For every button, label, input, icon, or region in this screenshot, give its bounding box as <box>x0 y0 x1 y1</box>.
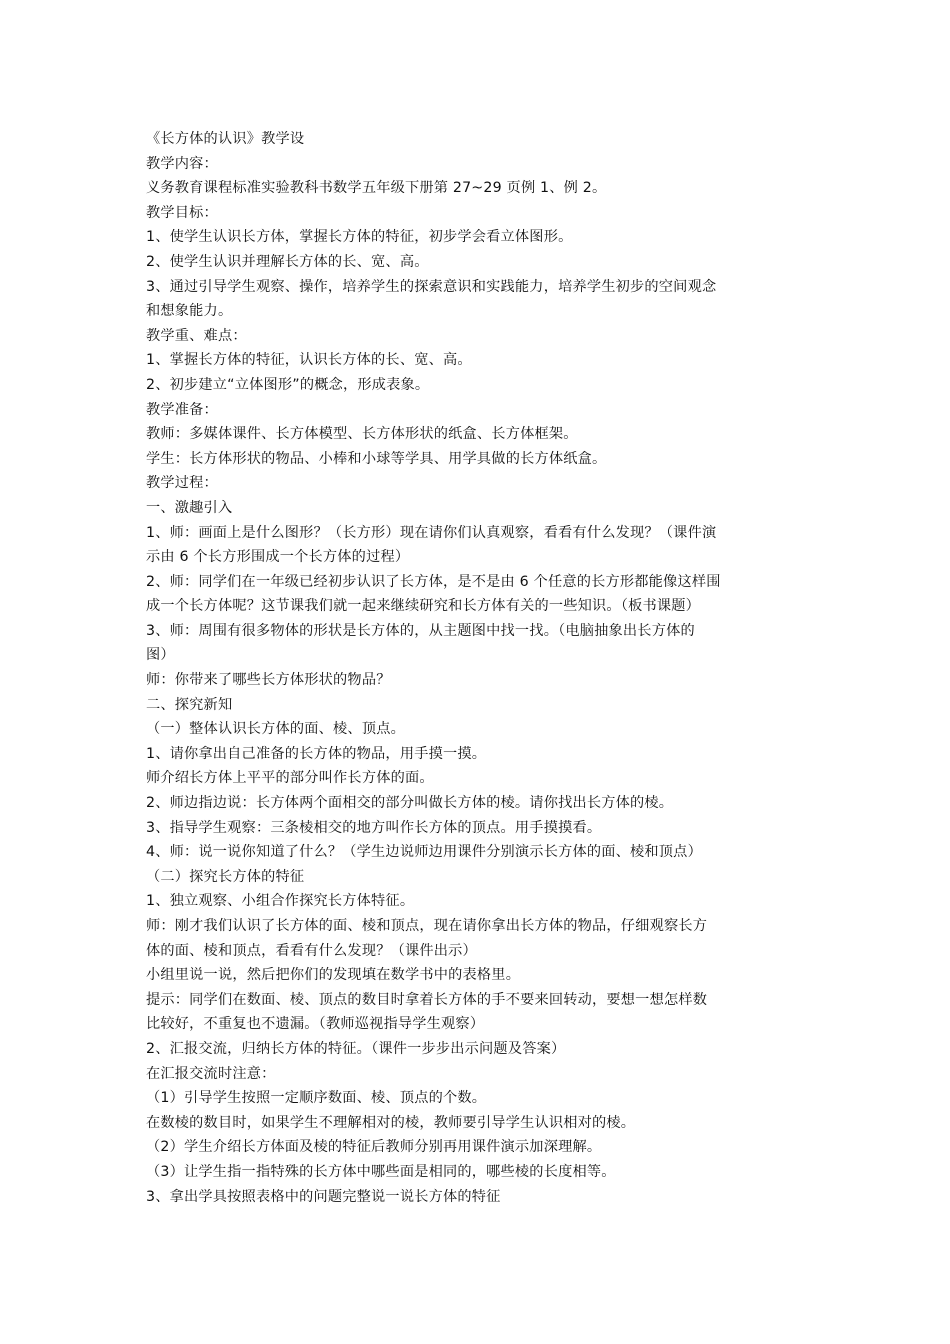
text-line: （一）整体认识长方体的面、棱、顶点。 <box>146 721 405 738</box>
text-line: （1）引导学生按照一定顺序数面、棱、顶点的个数。 <box>146 1090 487 1107</box>
text-line: 图） <box>146 647 175 664</box>
text-line: 示由 6 个长方形围成一个长方体的过程） <box>146 549 410 566</box>
text-line: （3）让学生指一指特殊的长方体中哪些面是相同的，哪些棱的长度相等。 <box>146 1163 616 1180</box>
section-heading-goals: 教学目标： <box>146 204 218 221</box>
text-line: 教师：多媒体课件、长方体模型、长方体形状的纸盒、长方体框架。 <box>146 426 578 443</box>
text-line: 3、指导学生观察：三条棱相交的地方叫作长方体的顶点。用手摸摸看。 <box>146 819 602 836</box>
text-line: 在数棱的数目时，如果学生不理解相对的棱，教师要引导学生认识相对的棱。 <box>146 1114 636 1131</box>
text-line: 3、通过引导学生观察、操作，培养学生的探索意识和实践能力，培养学生初步的空间观念 <box>146 278 717 295</box>
text-line: （二）探究长方体的特征 <box>146 868 305 885</box>
section-heading-content: 教学内容： <box>146 155 218 172</box>
section-heading-key-points: 教学重、难点： <box>146 327 247 344</box>
text-line: 学生：长方体形状的物品、小棒和小球等学具、用学具做的长方体纸盒。 <box>146 450 607 467</box>
text-line: 提示：同学们在数面、棱、顶点的数目时拿着长方体的手不要来回转动，要想一想怎样数 <box>146 991 708 1008</box>
text-line: 体的面、棱和顶点，看看有什么发现？（课件出示） <box>146 942 477 959</box>
subsection-heading: 二、探究新知 <box>146 696 233 713</box>
text-line: 义务教育课程标准实验教科书数学五年级下册第 27~29 页例 1、例 2。 <box>146 180 607 197</box>
section-heading-process: 教学过程： <box>146 475 218 492</box>
document-title: 《长方体的认识》教学设 <box>146 131 305 147</box>
text-line: 师介绍长方体上平平的部分叫作长方体的面。 <box>146 770 434 787</box>
text-line: 2、初步建立“立体图形”的概念，形成表象。 <box>146 376 430 393</box>
text-line: 1、使学生认识长方体，掌握长方体的特征，初步学会看立体图形。 <box>146 229 573 246</box>
text-line: 在汇报交流时注意： <box>146 1065 276 1082</box>
section-heading-preparation: 教学准备： <box>146 401 218 418</box>
text-line: 2、使学生认识并理解长方体的长、宽、高。 <box>146 253 429 270</box>
text-line: 2、师边指边说：长方体两个面相交的部分叫做长方体的棱。请你找出长方体的棱。 <box>146 795 674 812</box>
text-line: 1、掌握长方体的特征，认识长方体的长、宽、高。 <box>146 352 472 369</box>
text-line: 4、师：说一说你知道了什么？（学生边说师边用课件分别演示长方体的面、棱和顶点） <box>146 844 702 861</box>
text-line: 1、独立观察、小组合作探究长方体特征。 <box>146 893 415 910</box>
text-line: 1、请你拿出自己准备的长方体的物品，用手摸一摸。 <box>146 745 487 762</box>
text-line: 2、汇报交流，归纳长方体的特征。（课件一步步出示问题及答案） <box>146 1040 566 1057</box>
text-line: 2、师：同学们在一年级已经初步认识了长方体，是不是由 6 个任意的长方形都能像这样围 <box>146 573 721 590</box>
text-line: （2）学生介绍长方体面及棱的特征后教师分别再用课件演示加深理解。 <box>146 1139 602 1156</box>
text-line: 师：刚才我们认识了长方体的面、棱和顶点，现在请你拿出长方体的物品，仔细观察长方 <box>146 918 708 934</box>
text-line: 比较好，不重复也不遗漏。（教师巡视指导学生观察） <box>146 1016 485 1033</box>
text-line: 3、拿出学具按照表格中的问题完整说一说长方体的特征 <box>146 1188 501 1205</box>
subsection-heading: 一、激趣引入 <box>146 499 233 516</box>
text-line: 小组里说一说，然后把你们的发现填在数学书中的表格里。 <box>146 967 521 984</box>
text-line: 1、师：画面上是什么图形？（长方形）现在请你们认真观察，看看有什么发现？（课件演 <box>146 524 717 541</box>
text-line: 成一个长方体呢？这节课我们就一起来继续研究和长方体有关的一些知识。（板书课题） <box>146 598 701 615</box>
text-line: 师：你带来了哪些长方体形状的物品？ <box>146 672 391 689</box>
document-body <box>146 127 818 1209</box>
text-line: 和想象能力。 <box>146 303 233 320</box>
text-line: 3、师：周围有很多物体的形状是长方体的，从主题图中找一找。（电脑抽象出长方体的 <box>146 622 695 639</box>
